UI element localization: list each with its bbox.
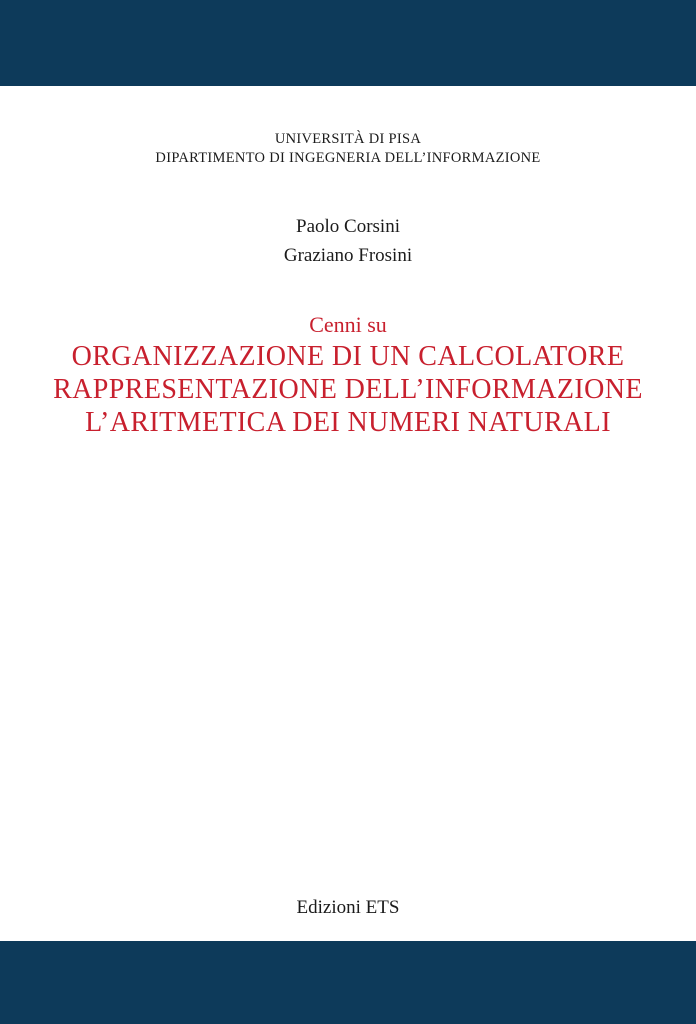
title-line: RAPPRESENTAZIONE DELL’INFORMAZIONE [53,374,643,405]
university-name: UNIVERSITÀ DI PISA [274,131,422,147]
bottom-color-band [0,941,696,1024]
institution-block [0,130,696,168]
author-name: Paolo Corsini [296,216,400,237]
title-line: ORGANIZZAZIONE DI UN CALCOLATORE [71,341,625,372]
department-name: DIPARTIMENTO DI INGEGNERIA DELL’INFORMAZIONE [155,150,541,166]
top-color-band [0,0,696,86]
book-title [0,310,696,439]
publisher-name: Edizioni ETS [296,897,400,918]
title-line: L’ARITMETICA DEI NUMERI NATURALI [85,407,611,438]
author-name: Graziano Frosini [283,245,413,266]
title-intro: Cenni su [309,312,387,337]
authors-block [0,212,696,270]
